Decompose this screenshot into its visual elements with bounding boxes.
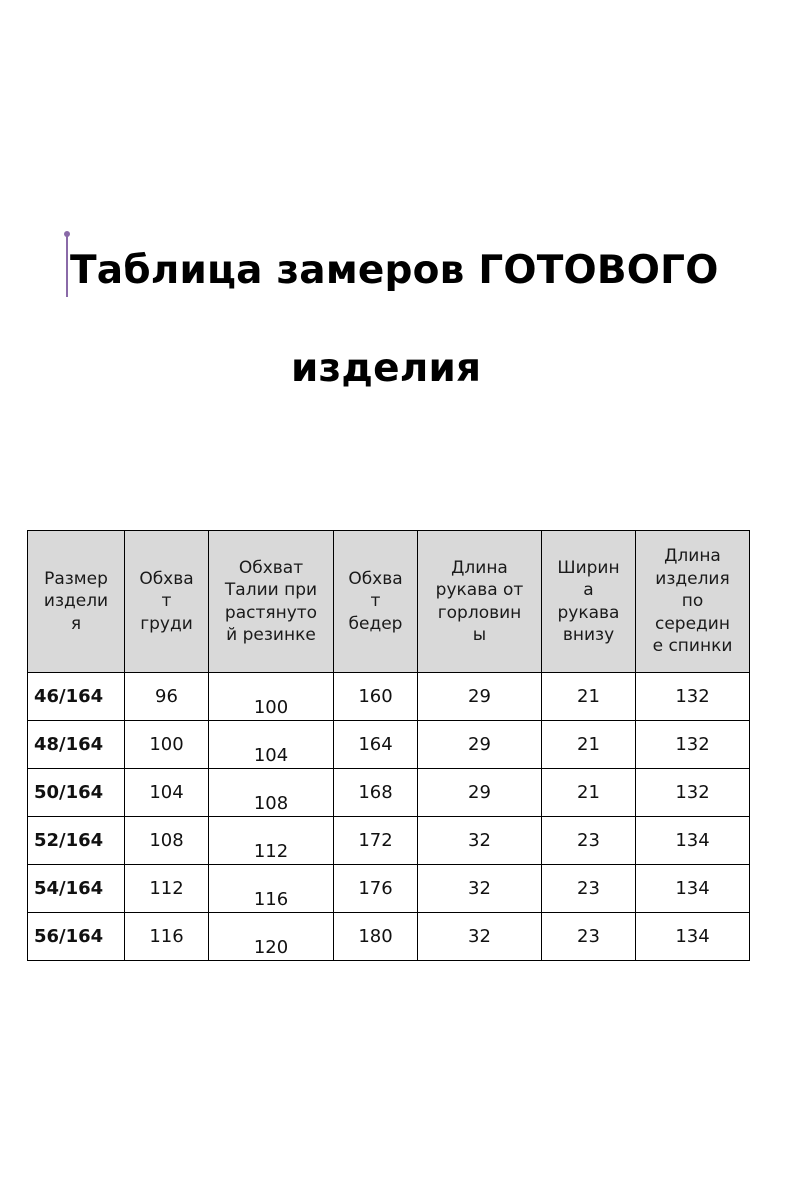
length-cell: 134	[636, 913, 750, 961]
chest-cell: 104	[125, 769, 209, 817]
size-cell: 50/164	[28, 769, 125, 817]
sleeve-width-cell: 21	[542, 721, 636, 769]
table-header-row	[28, 531, 750, 673]
waist-cell: 104	[209, 721, 334, 769]
sleeve-length-cell: 32	[418, 913, 542, 961]
hips-cell: 180	[334, 913, 418, 961]
sleeve-length-cell: 29	[418, 769, 542, 817]
chest-cell: 96	[125, 673, 209, 721]
hips-cell: 164	[334, 721, 418, 769]
size-cell: 54/164	[28, 865, 125, 913]
chest-cell: 112	[125, 865, 209, 913]
size-cell: 46/164	[28, 673, 125, 721]
waist-cell: 116	[209, 865, 334, 913]
sleeve-width-cell: 21	[542, 673, 636, 721]
chest-cell: 100	[125, 721, 209, 769]
header-sleeve-length: Длина рукава от горловин ы	[418, 531, 542, 673]
sleeve-length-cell: 29	[418, 673, 542, 721]
waist-cell: 120	[209, 913, 334, 961]
table-row	[28, 817, 750, 865]
size-cell: 56/164	[28, 913, 125, 961]
length-cell: 134	[636, 865, 750, 913]
hips-cell: 172	[334, 817, 418, 865]
table-row	[28, 673, 750, 721]
length-cell: 132	[636, 769, 750, 817]
length-cell: 132	[636, 673, 750, 721]
sleeve-width-cell: 23	[542, 817, 636, 865]
sleeve-length-cell: 29	[418, 721, 542, 769]
text-cursor	[66, 235, 68, 297]
sleeve-length-cell: 32	[418, 865, 542, 913]
length-cell: 134	[636, 817, 750, 865]
header-length: Длина изделия по середин е спинки	[636, 531, 750, 673]
table-row	[28, 721, 750, 769]
chest-cell: 116	[125, 913, 209, 961]
table-row	[28, 913, 750, 961]
header-hips: Обхва т бедер	[334, 531, 418, 673]
waist-cell: 108	[209, 769, 334, 817]
waist-cell: 112	[209, 817, 334, 865]
sleeve-width-cell: 23	[542, 913, 636, 961]
chest-cell: 108	[125, 817, 209, 865]
title-line-2: изделия	[291, 346, 482, 391]
table-row	[28, 769, 750, 817]
table-row	[28, 865, 750, 913]
title-line-1: Таблица замеров ГОТОВОГО	[70, 248, 719, 293]
size-table	[27, 530, 750, 961]
size-cell: 52/164	[28, 817, 125, 865]
sleeve-width-cell: 23	[542, 865, 636, 913]
sleeve-width-cell: 21	[542, 769, 636, 817]
size-cell: 48/164	[28, 721, 125, 769]
header-size: Размер издели я	[28, 531, 125, 673]
header-waist: Обхват Талии при растянуто й резинке	[209, 531, 334, 673]
header-sleeve-width: Ширин а рукава внизу	[542, 531, 636, 673]
sleeve-length-cell: 32	[418, 817, 542, 865]
length-cell: 132	[636, 721, 750, 769]
hips-cell: 168	[334, 769, 418, 817]
hips-cell: 176	[334, 865, 418, 913]
hips-cell: 160	[334, 673, 418, 721]
header-chest: Обхва т груди	[125, 531, 209, 673]
waist-cell: 100	[209, 673, 334, 721]
